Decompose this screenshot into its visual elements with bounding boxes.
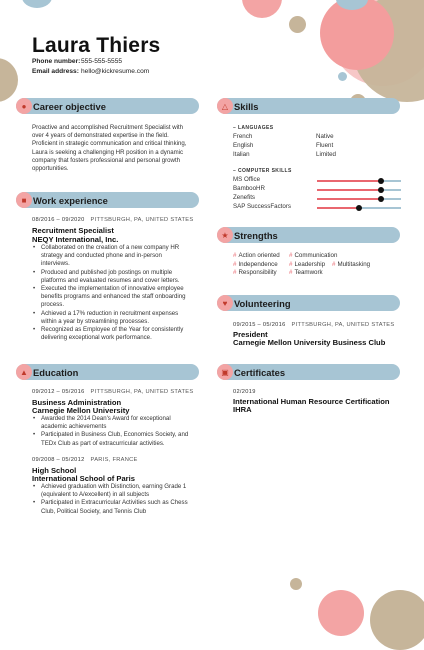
decorative-circle: [318, 590, 364, 636]
education-meta: [32, 457, 138, 463]
volunteering-role: President: [233, 330, 268, 339]
decorative-circle: [242, 0, 282, 18]
skill-level-marker: [378, 178, 384, 184]
text-line: Proactive and accomplished Recruitment Specialist with: [32, 124, 184, 131]
skill-bar-fill: [317, 207, 359, 209]
strength-item: # Multitasking: [332, 261, 370, 268]
education-bullets: [32, 483, 204, 516]
list-item: • Achieved a 17% reduction in recruitment expenses within a year by streamlining processes.: [32, 310, 204, 326]
computer-skill-name: SAP SuccessFactors: [233, 203, 292, 210]
strengths-header: [217, 227, 400, 243]
list-item: • Participated in Business Club, Economics Society, and TEDx Club as part of extracurricular activities.: [32, 431, 204, 447]
volunteering-meta: [233, 322, 394, 328]
volunteering-header: [217, 295, 400, 311]
skills-header: [217, 98, 400, 114]
strength-item: # Responsibility: [233, 269, 277, 276]
education-location: PITTSBURGH, PA, UNITED STATES: [90, 389, 194, 395]
volunteering-location: PITTSBURGH, PA, UNITED STATES: [291, 322, 395, 328]
candidate-name: Laura Thiers: [32, 34, 161, 57]
strength-item: # Teamwork: [289, 269, 323, 276]
computer-skill-row: [233, 194, 401, 202]
education-location: PARIS, FRANCE: [90, 457, 138, 463]
work-experience-header: [16, 192, 199, 208]
section-title: Strengths: [234, 230, 278, 241]
section-title: Education: [33, 367, 79, 378]
decorative-circle: [289, 16, 306, 33]
language-level: Limited: [316, 151, 336, 158]
phone-row: [32, 58, 122, 65]
person-icon: ●: [16, 98, 32, 114]
computer-skill-row: [233, 176, 401, 184]
list-item: • Collaborated on the creation of a new company HR strategy and conducted phone and in-person interviews.: [32, 244, 204, 269]
strength-item: # Communication: [289, 252, 337, 259]
text-line: Proficient in strategic communication and critical thinking,: [32, 140, 187, 148]
career-objective-header: [16, 98, 199, 114]
text-line: over 4 years of demonstrated expertise in the field.: [32, 132, 169, 140]
phone-value: 555-555-5555: [81, 58, 123, 65]
text-line: Laura is seeking a challenging HR position in a dynamic: [32, 148, 184, 156]
section-title: Certificates: [234, 367, 286, 378]
computer-skill-name: MS Office: [233, 176, 261, 183]
job-location: PITTSBURGH, PA, UNITED STATES: [90, 217, 194, 223]
decorative-circle: [338, 72, 347, 81]
education-dates: 09/2012 – 05/2016: [32, 389, 85, 395]
education-header: [16, 364, 199, 380]
text-line: company that fosters professional and personal growth: [32, 156, 181, 164]
skill-level-marker: [378, 196, 384, 202]
decorative-circle: [290, 578, 302, 590]
email-label: Email address:: [32, 68, 79, 75]
strength-item: # Action oriented: [233, 252, 280, 259]
computer-skill-name: BambooHR: [233, 185, 265, 192]
strength-item: # Independence: [233, 261, 278, 268]
degree-title: Business Administration: [32, 398, 122, 407]
skill-level-marker: [356, 205, 362, 211]
list-item: • Achieved graduation with Distinction, earning Grade 1 (equivalent to A/excellent) in all subjects: [32, 483, 204, 499]
degree-title: High School: [32, 466, 77, 475]
section-title: Career objective: [33, 101, 106, 112]
section-title: Volunteering: [234, 298, 291, 309]
email-value: hello@kickresume.com: [81, 68, 150, 75]
list-item: • Produced and published job postings on multiple platforms and evaluated resumes and cover letters.: [32, 269, 204, 285]
computer-skill-row: [233, 185, 401, 193]
skill-level-marker: [378, 187, 384, 193]
languages-caption: – LANGUAGES: [233, 125, 274, 131]
education-bullets: [32, 415, 204, 448]
certificates-header: [217, 364, 400, 380]
school-name: Carnegie Mellon University: [32, 406, 130, 415]
volunteering-org: Carnegie Mellon University Business Club: [233, 338, 386, 347]
certificate-date: 02/2019: [233, 389, 256, 395]
education-dates: 09/2008 – 05/2012: [32, 457, 85, 463]
flask-icon: △: [217, 98, 233, 114]
certificate-icon: ▣: [217, 364, 233, 380]
text-line: opportunities.: [32, 165, 69, 173]
strength-item: # Leadership: [289, 261, 325, 268]
list-item: • Executed the implementation of innovative employee benefits programs and enhanced the staff onboarding process.: [32, 285, 204, 310]
heart-icon: ♥: [217, 295, 233, 311]
skill-bar-fill: [317, 189, 381, 191]
computer-skill-name: Zenefits: [233, 194, 256, 201]
computer-skill-row: [233, 203, 401, 211]
language-name: Italian: [233, 151, 250, 158]
volunteering-dates: 09/2015 – 05/2016: [233, 322, 286, 328]
briefcase-icon: ■: [16, 192, 32, 208]
phone-label: Phone number:: [32, 58, 81, 65]
skill-bar-fill: [317, 198, 381, 200]
job-meta: [32, 217, 193, 223]
job-title: Recruitment Specialist: [32, 226, 114, 235]
education-meta: [32, 389, 193, 395]
certificate-issuer: IHRA: [233, 405, 252, 414]
language-level: Fluent: [316, 142, 334, 149]
job-company: NEQY International, Inc.: [32, 235, 119, 244]
job-dates: 08/2016 – 09/2020: [32, 217, 85, 223]
certificate-name: International Human Resource Certification: [233, 397, 390, 406]
list-item: • Awarded the 2014 Dean's Award for exceptional academic achievements: [32, 415, 204, 431]
section-title: Skills: [234, 101, 259, 112]
school-name: International School of Paris: [32, 474, 135, 483]
email-row: [32, 68, 149, 75]
star-icon: ★: [217, 227, 233, 243]
language-name: English: [233, 142, 254, 149]
language-level: Native: [316, 133, 334, 140]
section-title: Work experience: [33, 195, 108, 206]
career-objective-text: [32, 124, 202, 173]
decorative-circle: [22, 0, 52, 8]
graduation-cap-icon: ▲: [16, 364, 32, 380]
decorative-circle: [370, 590, 424, 650]
computer-skills-caption: – COMPUTER SKILLS: [233, 168, 292, 174]
skill-bar-fill: [317, 180, 381, 182]
list-item: • Participated in Extracurricular Activities such as Chess Club, Political Society, and Tennis Club: [32, 499, 204, 515]
language-name: French: [233, 133, 253, 140]
decorative-circle: [0, 58, 18, 102]
list-item: • Recognized as Employee of the Year for consistently delivering exceptional work performance.: [32, 326, 204, 342]
job-bullets: [32, 244, 204, 342]
